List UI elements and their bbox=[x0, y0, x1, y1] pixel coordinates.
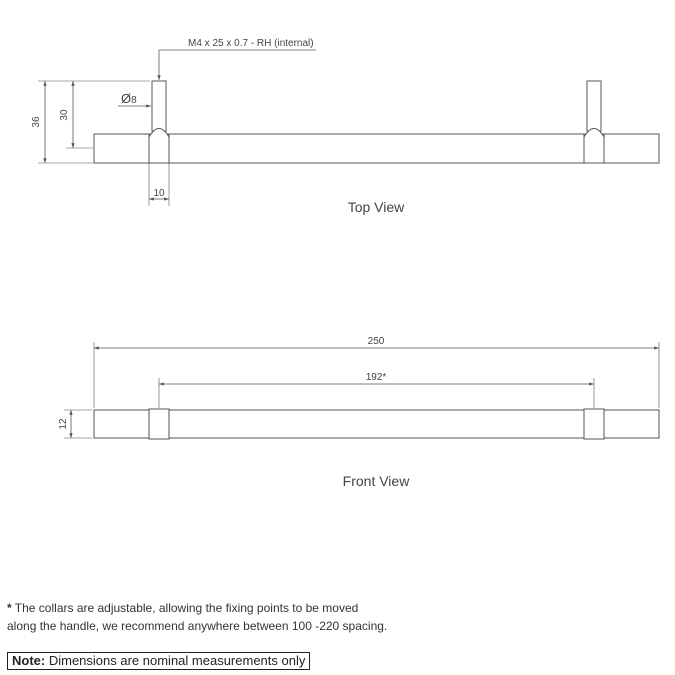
note-label: Note: bbox=[12, 653, 46, 668]
thread-spec-label: M4 x 25 x 0.7 - RH (internal) bbox=[188, 38, 314, 49]
top-view-left-post bbox=[152, 81, 166, 131]
top-view-left-collar bbox=[149, 134, 169, 163]
overall-length-label: 250 bbox=[367, 336, 385, 347]
footnote-marker: * bbox=[7, 601, 12, 615]
diameter-value: 8 bbox=[131, 95, 137, 106]
diameter-label bbox=[121, 91, 137, 106]
top-view-right-collar bbox=[584, 134, 604, 163]
height-total-label: 36 bbox=[31, 116, 42, 128]
top-view-bar bbox=[94, 134, 659, 163]
diameter-symbol: Ø bbox=[121, 91, 132, 106]
front-view-right-collar bbox=[584, 409, 604, 439]
front-view-left-collar bbox=[149, 409, 169, 439]
footnote-line-2: along the handle, we recommend anywhere between 100 -220 spacing. bbox=[7, 619, 388, 633]
footnote bbox=[7, 599, 667, 635]
front-view bbox=[64, 342, 659, 439]
height-partial-label: 30 bbox=[59, 109, 70, 121]
top-view-caption: Top View bbox=[347, 199, 405, 215]
collar-width-label: 10 bbox=[153, 188, 165, 199]
note-box bbox=[7, 652, 310, 670]
front-view-caption: Front View bbox=[342, 473, 410, 489]
top-view bbox=[38, 50, 659, 206]
note-text: Dimensions are nominal measurements only bbox=[48, 653, 306, 668]
footnote-text-1: The collars are adjustable, allowing the fixing points to be moved bbox=[14, 601, 359, 615]
front-view-bar bbox=[94, 410, 659, 438]
footnote-line-1 bbox=[7, 599, 667, 617]
top-view-right-post bbox=[587, 81, 601, 131]
fixing-centers-label: 192* bbox=[365, 372, 387, 383]
bar-height-label: 12 bbox=[58, 418, 69, 430]
